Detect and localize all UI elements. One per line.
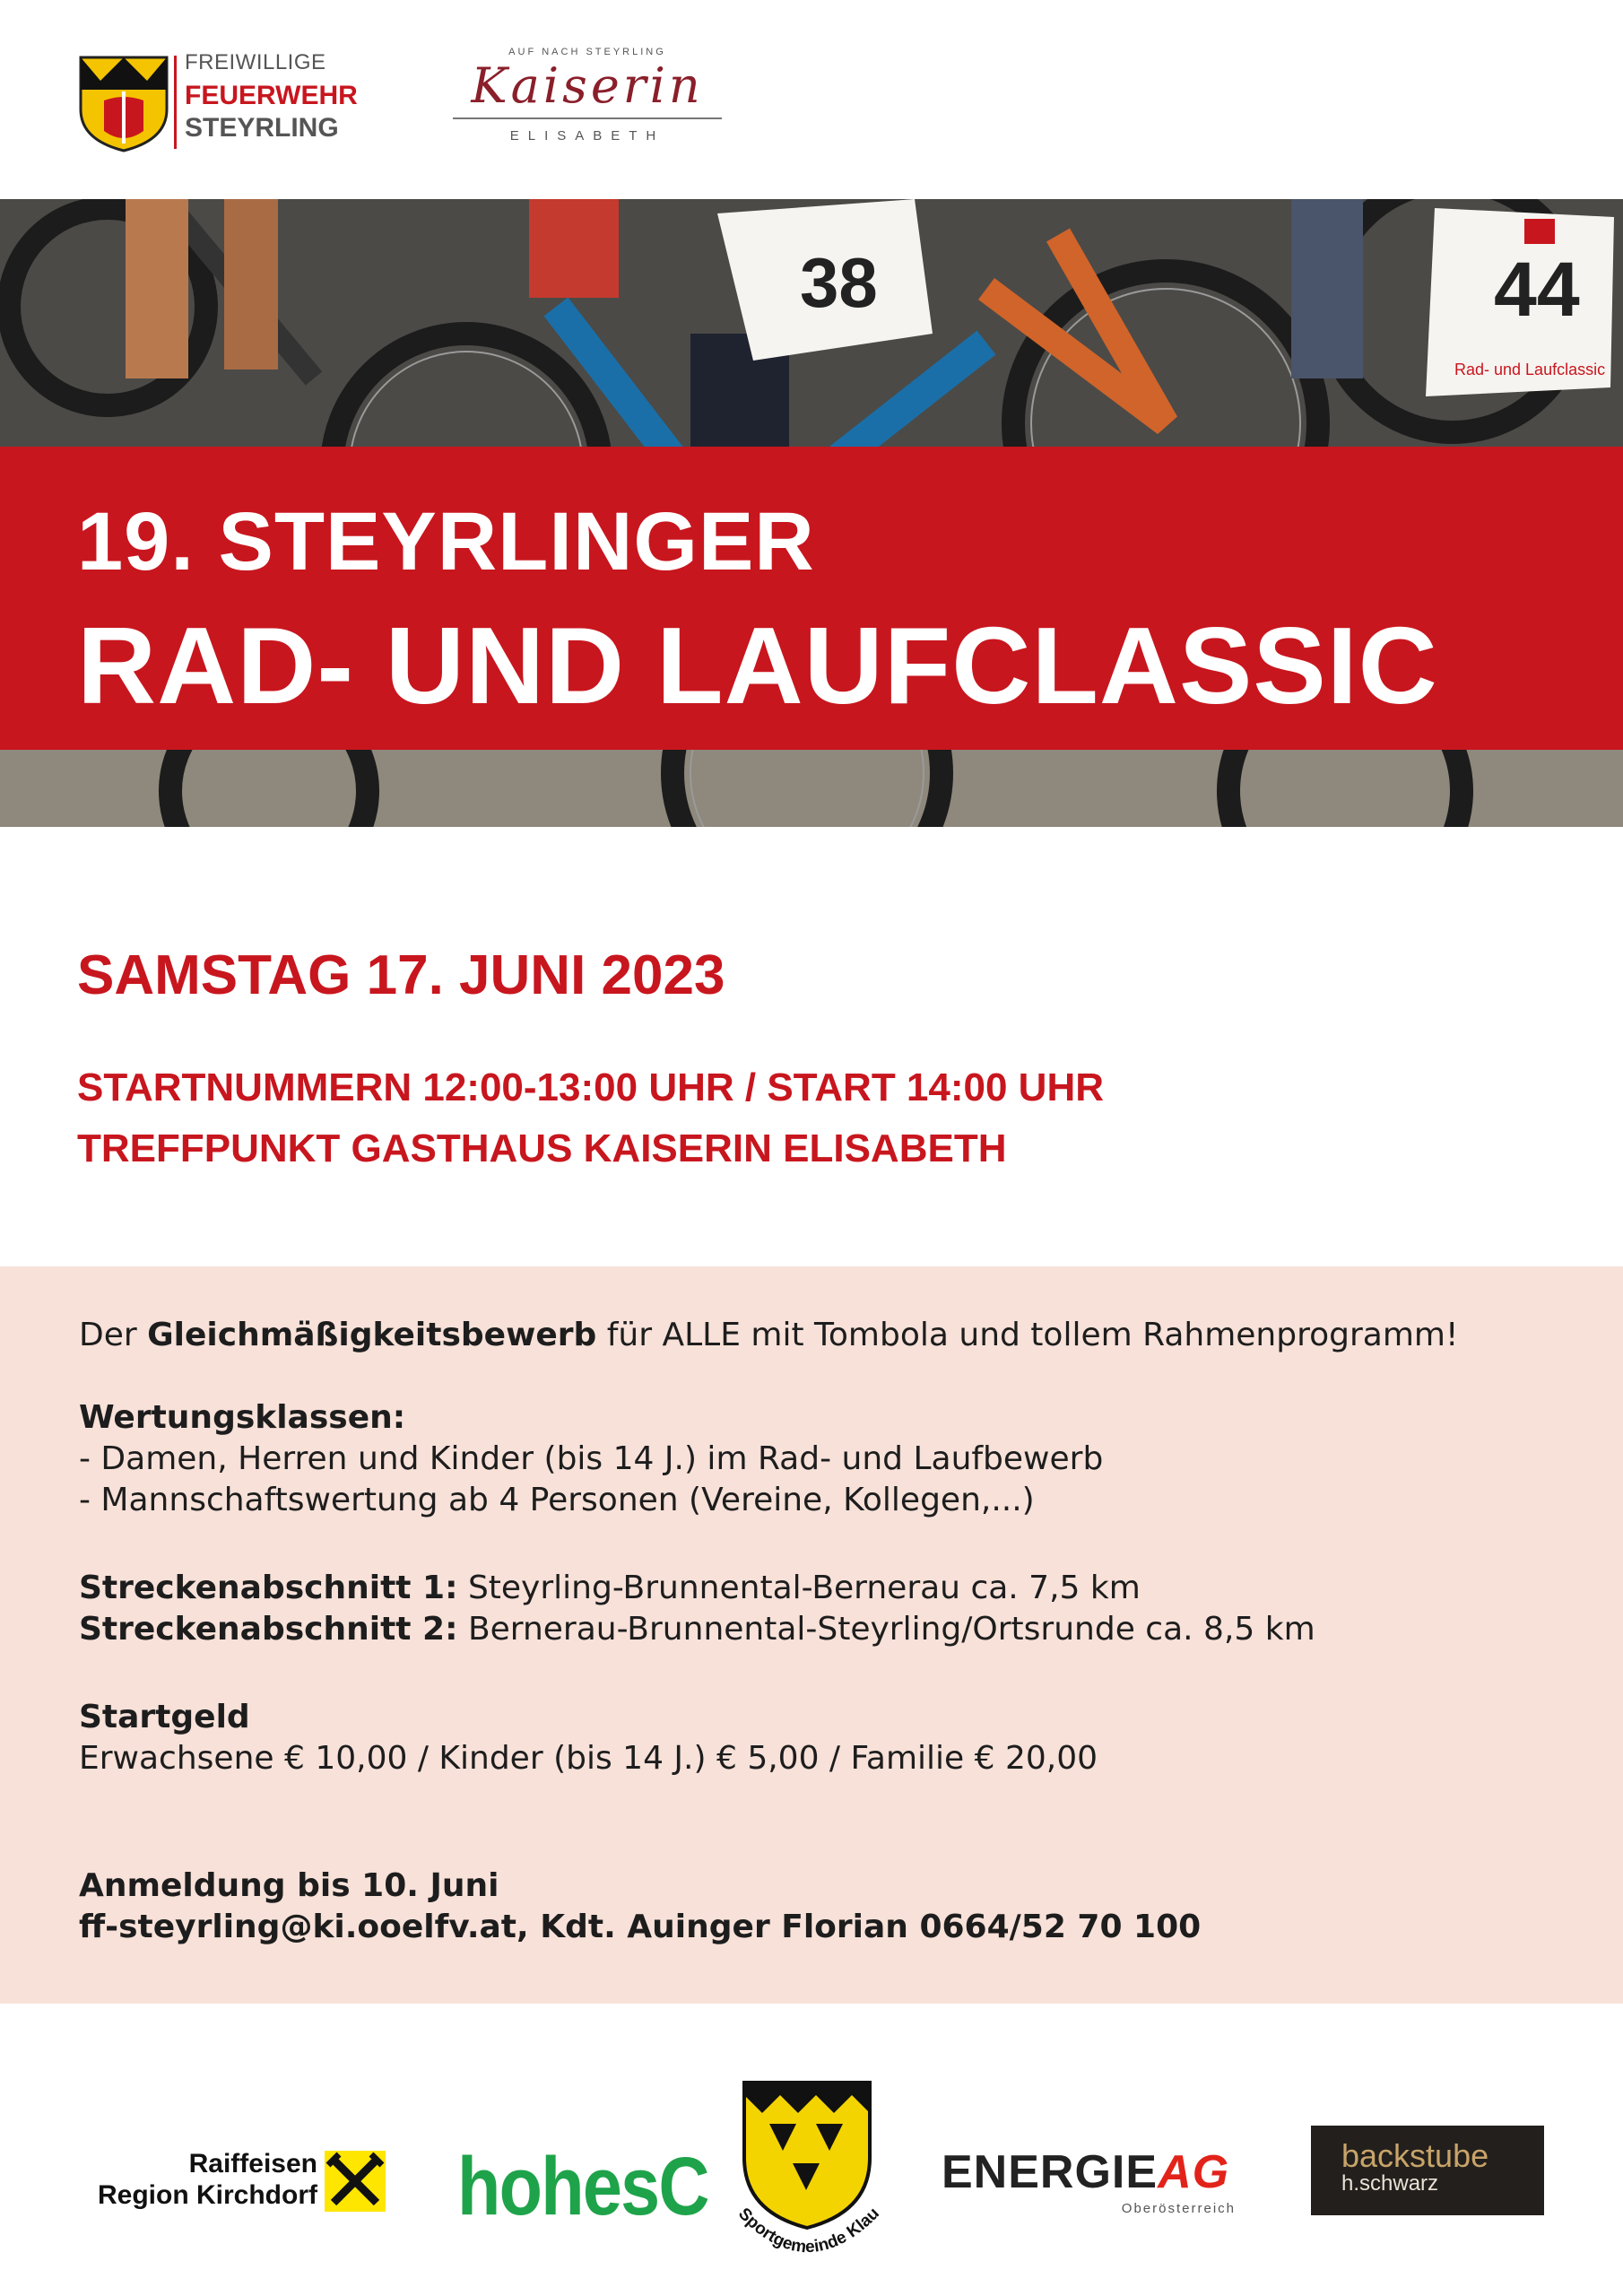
logo-divider: [174, 56, 177, 149]
ff-line-1: FREIWILLIGE: [185, 50, 326, 74]
section-2: Streckenabschnitt 2: Bernerau-Brunnental-Steyrling/Ortsrunde ca. 8,5 km: [79, 1611, 1315, 1648]
raiffeisen-logo: [75, 2149, 398, 2221]
header: [0, 0, 1623, 197]
kaiserin-rule: [453, 117, 722, 119]
event-title-line-1: 19. STEYRLINGER: [77, 496, 815, 587]
raiffeisen-wordmark: [75, 2149, 317, 2211]
kaiserin-elisabeth-logo: [450, 47, 725, 156]
ff-line-2: FEUERWEHR: [185, 81, 358, 110]
feuerwehr-logo: [77, 52, 373, 151]
sportgemeinde-klaus-logo: [725, 2077, 895, 2283]
bib-38: [717, 199, 933, 361]
registration-contact: ff-steyrling@ki.ooelfv.at, Kdt. Auinger Florian 0664/52 70 100: [79, 1909, 1202, 1945]
kaiserin-subtitle: ELISABETH: [509, 128, 665, 144]
energie-subtitle: Oberösterreich: [1121, 2201, 1236, 2216]
sportgemeinde-label: Sportgemeinde Klau: [734, 2204, 883, 2257]
registration-heading: Anmeldung bis 10. Juni: [79, 1867, 499, 1904]
kaiserin-script: Kaiserin: [471, 57, 704, 114]
bib-label: Rad- und Laufclassic: [1454, 361, 1606, 378]
bib-number-44: 44: [1494, 247, 1580, 333]
classes-heading: Wertungsklassen:: [79, 1399, 406, 1436]
event-meeting-point: TREFFPUNKT GASTHAUS KAISERIN ELISABETH: [77, 1126, 1007, 1170]
section-1: Streckenabschnitt 1: Steyrling-Brunnental-Bernerau ca. 7,5 km: [79, 1570, 1141, 1606]
sportgemeinde-crest-icon: [725, 2077, 895, 2283]
raiffeisen-line-1: Raiffeisen: [188, 2149, 317, 2179]
energie-ag-logo: [942, 2145, 1246, 2217]
event-times: STARTNUMMERN 12:00-13:00 UHR / START 14:00 UHR: [77, 1065, 1105, 1109]
bib-44: [1426, 208, 1614, 396]
feuerwehr-crest-icon: [77, 54, 170, 152]
backstube-line-2: h.schwarz: [1341, 2171, 1439, 2196]
intro-bold: Gleichmäßigkeitsbewerb: [147, 1317, 597, 1353]
ff-line-3: STEYRLING: [185, 113, 339, 143]
intro-text: Der Gleichmäßigkeitsbewerb für ALLE mit Tombola und tollem Rahmenprogramm!: [79, 1317, 1459, 1353]
class-item: - Damen, Herren und Kinder (bis 14 J.) im Rad- und Laufbewerb: [79, 1440, 1104, 1477]
hohes-c-logo: hohesC: [457, 2141, 708, 2232]
bib-number-38: 38: [800, 243, 878, 322]
details-panel: [0, 1266, 1623, 2004]
class-item: - Mannschaftswertung ab 4 Personen (Vereine, Kollegen,...): [79, 1482, 1035, 1518]
raiffeisen-line-2: Region Kirchdorf: [98, 2179, 317, 2210]
kaiserin-tagline: AUF NACH STEYRLING: [508, 47, 666, 57]
backstube-logo: [1311, 2126, 1544, 2215]
energie-wordmark: ENERGIEAG: [942, 2146, 1230, 2198]
feuerwehr-wordmark: [185, 52, 358, 147]
raiffeisen-gable-icon: [325, 2151, 386, 2212]
event-date: SAMSTAG 17. JUNI 2023: [77, 944, 725, 1006]
backstube-line-1: backstube: [1341, 2137, 1489, 2174]
fee-heading: Startgeld: [79, 1699, 250, 1735]
fee-text: Erwachsene € 10,00 / Kinder (bis 14 J.) € 5,00 / Familie € 20,00: [79, 1740, 1098, 1777]
event-title-line-2: RAD- UND LAUFCLASSIC: [77, 604, 1438, 726]
sponsor-bar: [0, 2004, 1623, 2296]
